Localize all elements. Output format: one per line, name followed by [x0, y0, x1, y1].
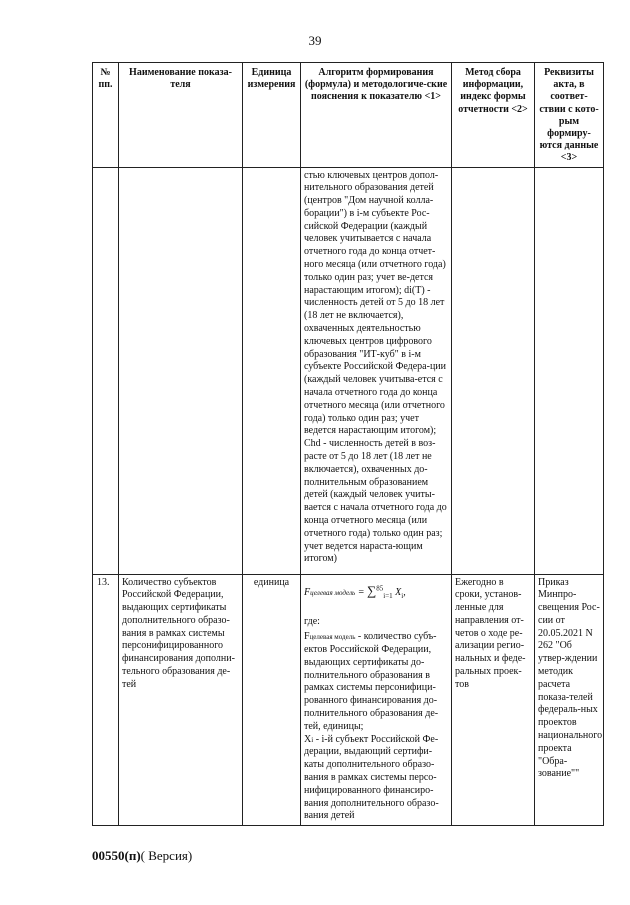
header-unit: Единица измерения [243, 63, 301, 168]
cell-empty [243, 167, 301, 574]
header-requisites: Реквизиты акта, в соответ-ствии с кото-рым формиру-ются данные <3> [535, 63, 604, 168]
def2-sub: i [311, 735, 314, 744]
cell-empty [452, 167, 535, 574]
footer-version: ( Версия) [140, 848, 193, 863]
def1-symbol: F [304, 631, 310, 643]
formula-sum-bottom: i=1 [383, 591, 393, 600]
page-number: 39 [308, 33, 322, 48]
table-row-continuation [93, 167, 604, 574]
formula [304, 583, 448, 601]
footer-code: 00550(п) [92, 848, 141, 863]
footer [92, 848, 192, 864]
row-number: 13. [93, 574, 119, 826]
algorithm-cell [301, 574, 452, 826]
definition-2 [304, 734, 448, 824]
formula-sum-symbol: ∑ [366, 582, 377, 598]
where-label: где: [304, 616, 320, 628]
formula-sum-top: 85 [376, 584, 384, 593]
formula-var-sub: i [401, 591, 404, 600]
def1-text: - количество субъ-ектов Российской Федерации, выдающих сертификаты до-полнительного образования в рамках системы персонифици-рованного финансирования до-полнительного образования де-тей, единицы; [304, 631, 439, 732]
header-method: Метод сбора информации, индекс формы отчетности <2> [452, 63, 535, 168]
table-row-13 [93, 574, 604, 826]
formula-lhs-sub: целевая модель [310, 588, 356, 597]
continuation-text: стью ключевых центров допол-нительного образования детей (центров "Дом научной колла-борации") в i-м субъекте Рос-сийской Федерации (каждый человек учитывается с начала отчетного года до конца отчет-ного месяца (или отчетного года) только один раз; учет ве-дется нарастающим итогом); di(T) - численность детей от 5 до 18 лет (18 лет не включается), охваченных деятельностью ключевых центров цифрового образования "ИТ-куб" в i-м субъекте Российской Федера-ции (каждый человек учитыва-ется с начала отчетного года до конца отчетного месяца (или отчетного года) только один раз; учет ведется нарастающим итогом); Chd - численность детей в воз-расте от 5 до 18 лет (18 лет не включается), охваченных до-полнительным образованием детей (каждый человек учиты-вается с начала отчетного года до конца отчетного месяца (или отчетного года) только один раз; учет ведется нараста-ющим итогом) [301, 167, 452, 574]
header-algorithm: Алгоритм формирования (формула) и методологиче-ские пояснения к показателю <1> [301, 63, 452, 168]
definition-1 [304, 631, 448, 733]
cell-empty [93, 167, 119, 574]
def2-text: - i-й субъект Российской Фе-дерации, выдающий сертифи-каты дополнительного образо-вания в рамках системы персо-нифицированного финансиро-вания дополнительного образо-вания детей [304, 733, 439, 822]
indicator-table [92, 62, 604, 826]
def1-sub: целевая модель [309, 633, 356, 642]
formula-lhs: F [304, 586, 311, 598]
formula-var: X [395, 586, 402, 598]
table-header-row [93, 63, 604, 168]
def2-symbol: X [304, 733, 312, 745]
header-name: Наименование показа-теля [119, 63, 243, 168]
unit-value: единица [243, 574, 301, 826]
requisites-cell: Приказ Минпро-свещения Рос-сии от 20.05.2021 N 262 "Об утвер-ждении методик расчета показа-телей федераль-ных проектов национального проекта "Обра-зование"" [535, 574, 604, 826]
header-num: № пп. [93, 63, 119, 168]
indicator-name: Количество субъектов Российской Федерации, выдающих сертификаты дополнительного образо-вания в рамках системы персонифицированного финансирования дополни-тельного образования де-тей [119, 574, 243, 826]
method-cell: Ежегодно в сроки, установ-ленные для направления от-четов о ходе ре-ализации регио-нальных и феде-ральных проек-тов [452, 574, 535, 826]
formula-eq: = [357, 586, 365, 598]
cell-empty [119, 167, 243, 574]
formula-tail: , [403, 586, 406, 598]
cell-empty [535, 167, 604, 574]
